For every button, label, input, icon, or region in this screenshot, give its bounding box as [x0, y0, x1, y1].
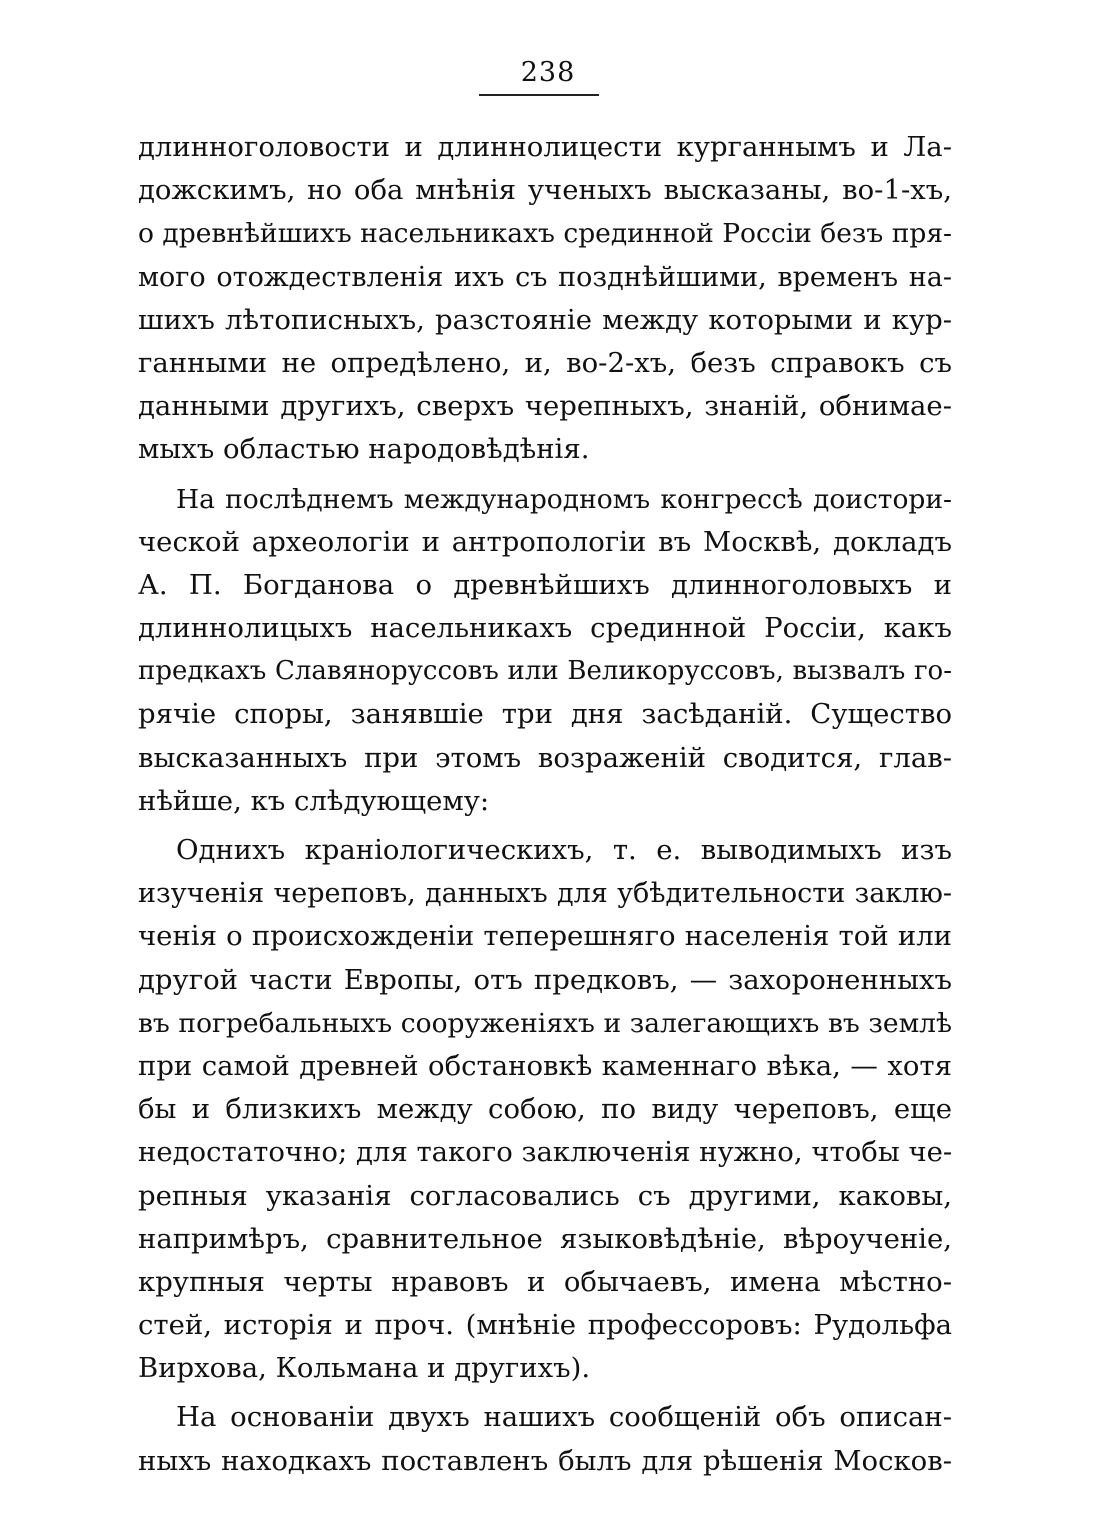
text-line: А. П. Богданова о древнѣйшихъ длинноголовыхъ и: [138, 568, 952, 601]
text-line: ческой археологіи и антропологіи въ Москвѣ, докладъ: [138, 525, 952, 558]
text-line: длиннолицыхъ насельникахъ срединной Россіи, какъ: [138, 612, 952, 645]
text-line: ныхъ находкахъ поставленъ былъ для рѣшенія Москов-: [138, 1444, 952, 1477]
paragraph-2: [138, 478, 952, 824]
text-line: ченія о происхожденіи теперешняго населенія той или: [138, 920, 952, 953]
text-line: репныя указанія согласовались съ другими, каковы,: [138, 1179, 952, 1212]
text-line: предкахъ Славяноруссовъ или Великоруссовъ, вызвалъ го-: [138, 656, 952, 687]
body-text: [138, 126, 952, 1483]
text-line: высказанныхъ при этомъ возраженій сводится, глав-: [138, 741, 952, 774]
text-line: мыхъ областью народовѣдѣнія.: [138, 433, 590, 466]
text-line: при самой древней обстановкѣ каменнаго вѣка, — хотя: [138, 1049, 952, 1082]
header-rule: [479, 94, 599, 96]
paragraph-3: [138, 829, 952, 1390]
text-line: дожскимъ, но оба мнѣнія ученыхъ высказаны, во-1-хъ,: [138, 174, 952, 207]
text-line: другой части Европы, отъ предковъ, — захороненныхъ: [138, 963, 952, 996]
paragraph-1: [138, 126, 952, 472]
text-line: шихъ лѣтописныхъ, разстояніе между которыми и кур-: [138, 303, 952, 336]
text-line: Однихъ краніологическихъ, т. е. выводимыхъ изъ: [176, 834, 952, 866]
text-line: стей, исторія и проч. (мнѣніе профессоровъ: Рудольфа: [138, 1309, 952, 1342]
text-line: мого отождествленія ихъ съ позднѣйшими, временъ на-: [138, 261, 952, 293]
text-line: напримѣръ, сравнительное языковѣдѣніе, вѣроученіе,: [138, 1222, 952, 1255]
text-line: о древнѣйшихъ насельникахъ срединной Россіи безъ пря-: [138, 218, 952, 250]
text-line: рячіе споры, занявшіе три дня засѣданій. Существо: [138, 698, 952, 731]
text-line: длинноголовости и длиннолицести курганнымъ и Ла-: [138, 131, 952, 163]
text-line: бы и близкихъ между собою, по виду череповъ, еще: [138, 1093, 952, 1126]
text-line: нѣйше, къ слѣдующему:: [138, 784, 490, 817]
text-line: ганными не опредѣлено, и, во-2-хъ, безъ справокъ съ: [138, 346, 952, 379]
text-line: данными другихъ, сверхъ черепныхъ, знаній, обнимае-: [138, 390, 952, 423]
text-line: въ погребальныхъ сооруженіяхъ и залегающихъ въ землѣ: [138, 1007, 952, 1039]
text-line: недостаточно; для такого заключенія нужно, чтобы че-: [138, 1136, 953, 1169]
text-line: На основаніи двухъ нашихъ сообщеній объ описан-: [176, 1401, 952, 1434]
text-line: крупныя черты нравовъ и обычаевъ, имена мѣстно-: [138, 1265, 952, 1298]
paragraph-4: [138, 1396, 952, 1482]
text-line: На послѣднемъ международномъ конгрессѣ доистори-: [176, 483, 952, 515]
text-line: изученія череповъ, данныхъ для убѣдительности заклю-: [138, 878, 952, 910]
text-line: Вирхова, Кольмана и другихъ).: [138, 1352, 591, 1385]
page-number: 238: [520, 57, 576, 88]
